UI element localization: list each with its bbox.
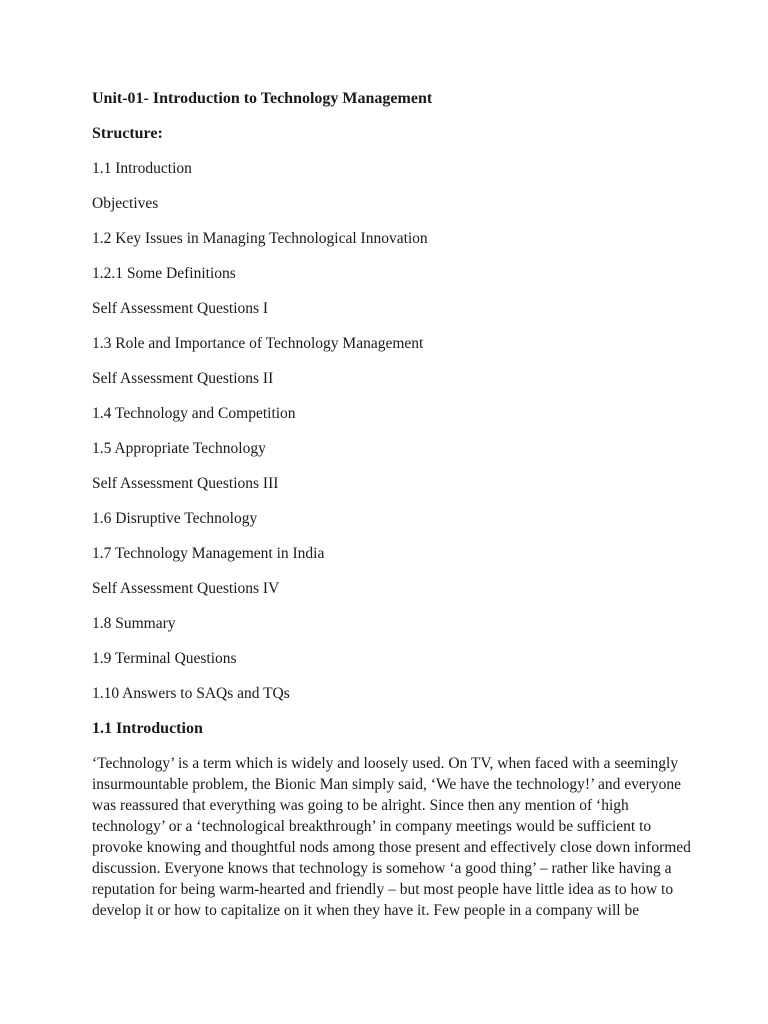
paragraph-line: insurmountable problem, the Bionic Man simply said, ‘We have the technology!’ and everyone	[92, 776, 682, 793]
toc-item-some-definitions: 1.2.1 Some Definitions	[92, 265, 236, 282]
section-heading-introduction: 1.1 Introduction	[92, 720, 203, 737]
paragraph-line: provoke knowing and thoughtful nods among those present and effectively close down informed	[92, 839, 691, 856]
paragraph-line: develop it or how to capitalize on it when they have it. Few people in a company will be	[92, 902, 640, 919]
unit-title: Unit-01- Introduction to Technology Management	[92, 90, 433, 107]
toc-item-terminal-questions: 1.9 Terminal Questions	[92, 650, 237, 667]
toc-item-objectives: Objectives	[92, 195, 159, 212]
intro-paragraph	[92, 753, 691, 921]
table-of-contents	[92, 158, 678, 704]
toc-item-answers: 1.10 Answers to SAQs and TQs	[92, 685, 290, 702]
toc-item-key-issues: 1.2 Key Issues in Managing Technological Innovation	[92, 230, 428, 247]
structure-heading: Structure:	[92, 125, 163, 142]
toc-item-saq-3: Self Assessment Questions III	[92, 475, 279, 492]
toc-item-saq-4: Self Assessment Questions IV	[92, 580, 280, 597]
paragraph-line: ‘Technology’ is a term which is widely and loosely used. On TV, when faced with a seemingly	[92, 755, 679, 772]
paragraph-line: technology’ or a ‘technological breakthrough’ in company meetings would be sufficient to	[92, 818, 652, 835]
paragraph-line: discussion. Everyone knows that technology is somehow ‘a good thing’ – rather like having a	[92, 860, 672, 877]
toc-item-introduction: 1.1 Introduction	[92, 160, 192, 177]
toc-item-appropriate-tech: 1.5 Appropriate Technology	[92, 440, 266, 457]
toc-item-role-importance: 1.3 Role and Importance of Technology Management	[92, 335, 424, 352]
toc-item-tech-competition: 1.4 Technology and Competition	[92, 405, 296, 422]
toc-item-disruptive-tech: 1.6 Disruptive Technology	[92, 510, 258, 527]
toc-item-tech-mgmt-india: 1.7 Technology Management in India	[92, 545, 325, 562]
paragraph-line: was reassured that everything was going to be alright. Since then any mention of ‘high	[92, 797, 629, 814]
paragraph-line: reputation for being warm-hearted and friendly – but most people have little idea as to how to	[92, 881, 674, 898]
toc-item-saq-2: Self Assessment Questions II	[92, 370, 274, 387]
toc-item-saq-1: Self Assessment Questions I	[92, 300, 269, 317]
toc-item-summary: 1.8 Summary	[92, 615, 176, 632]
